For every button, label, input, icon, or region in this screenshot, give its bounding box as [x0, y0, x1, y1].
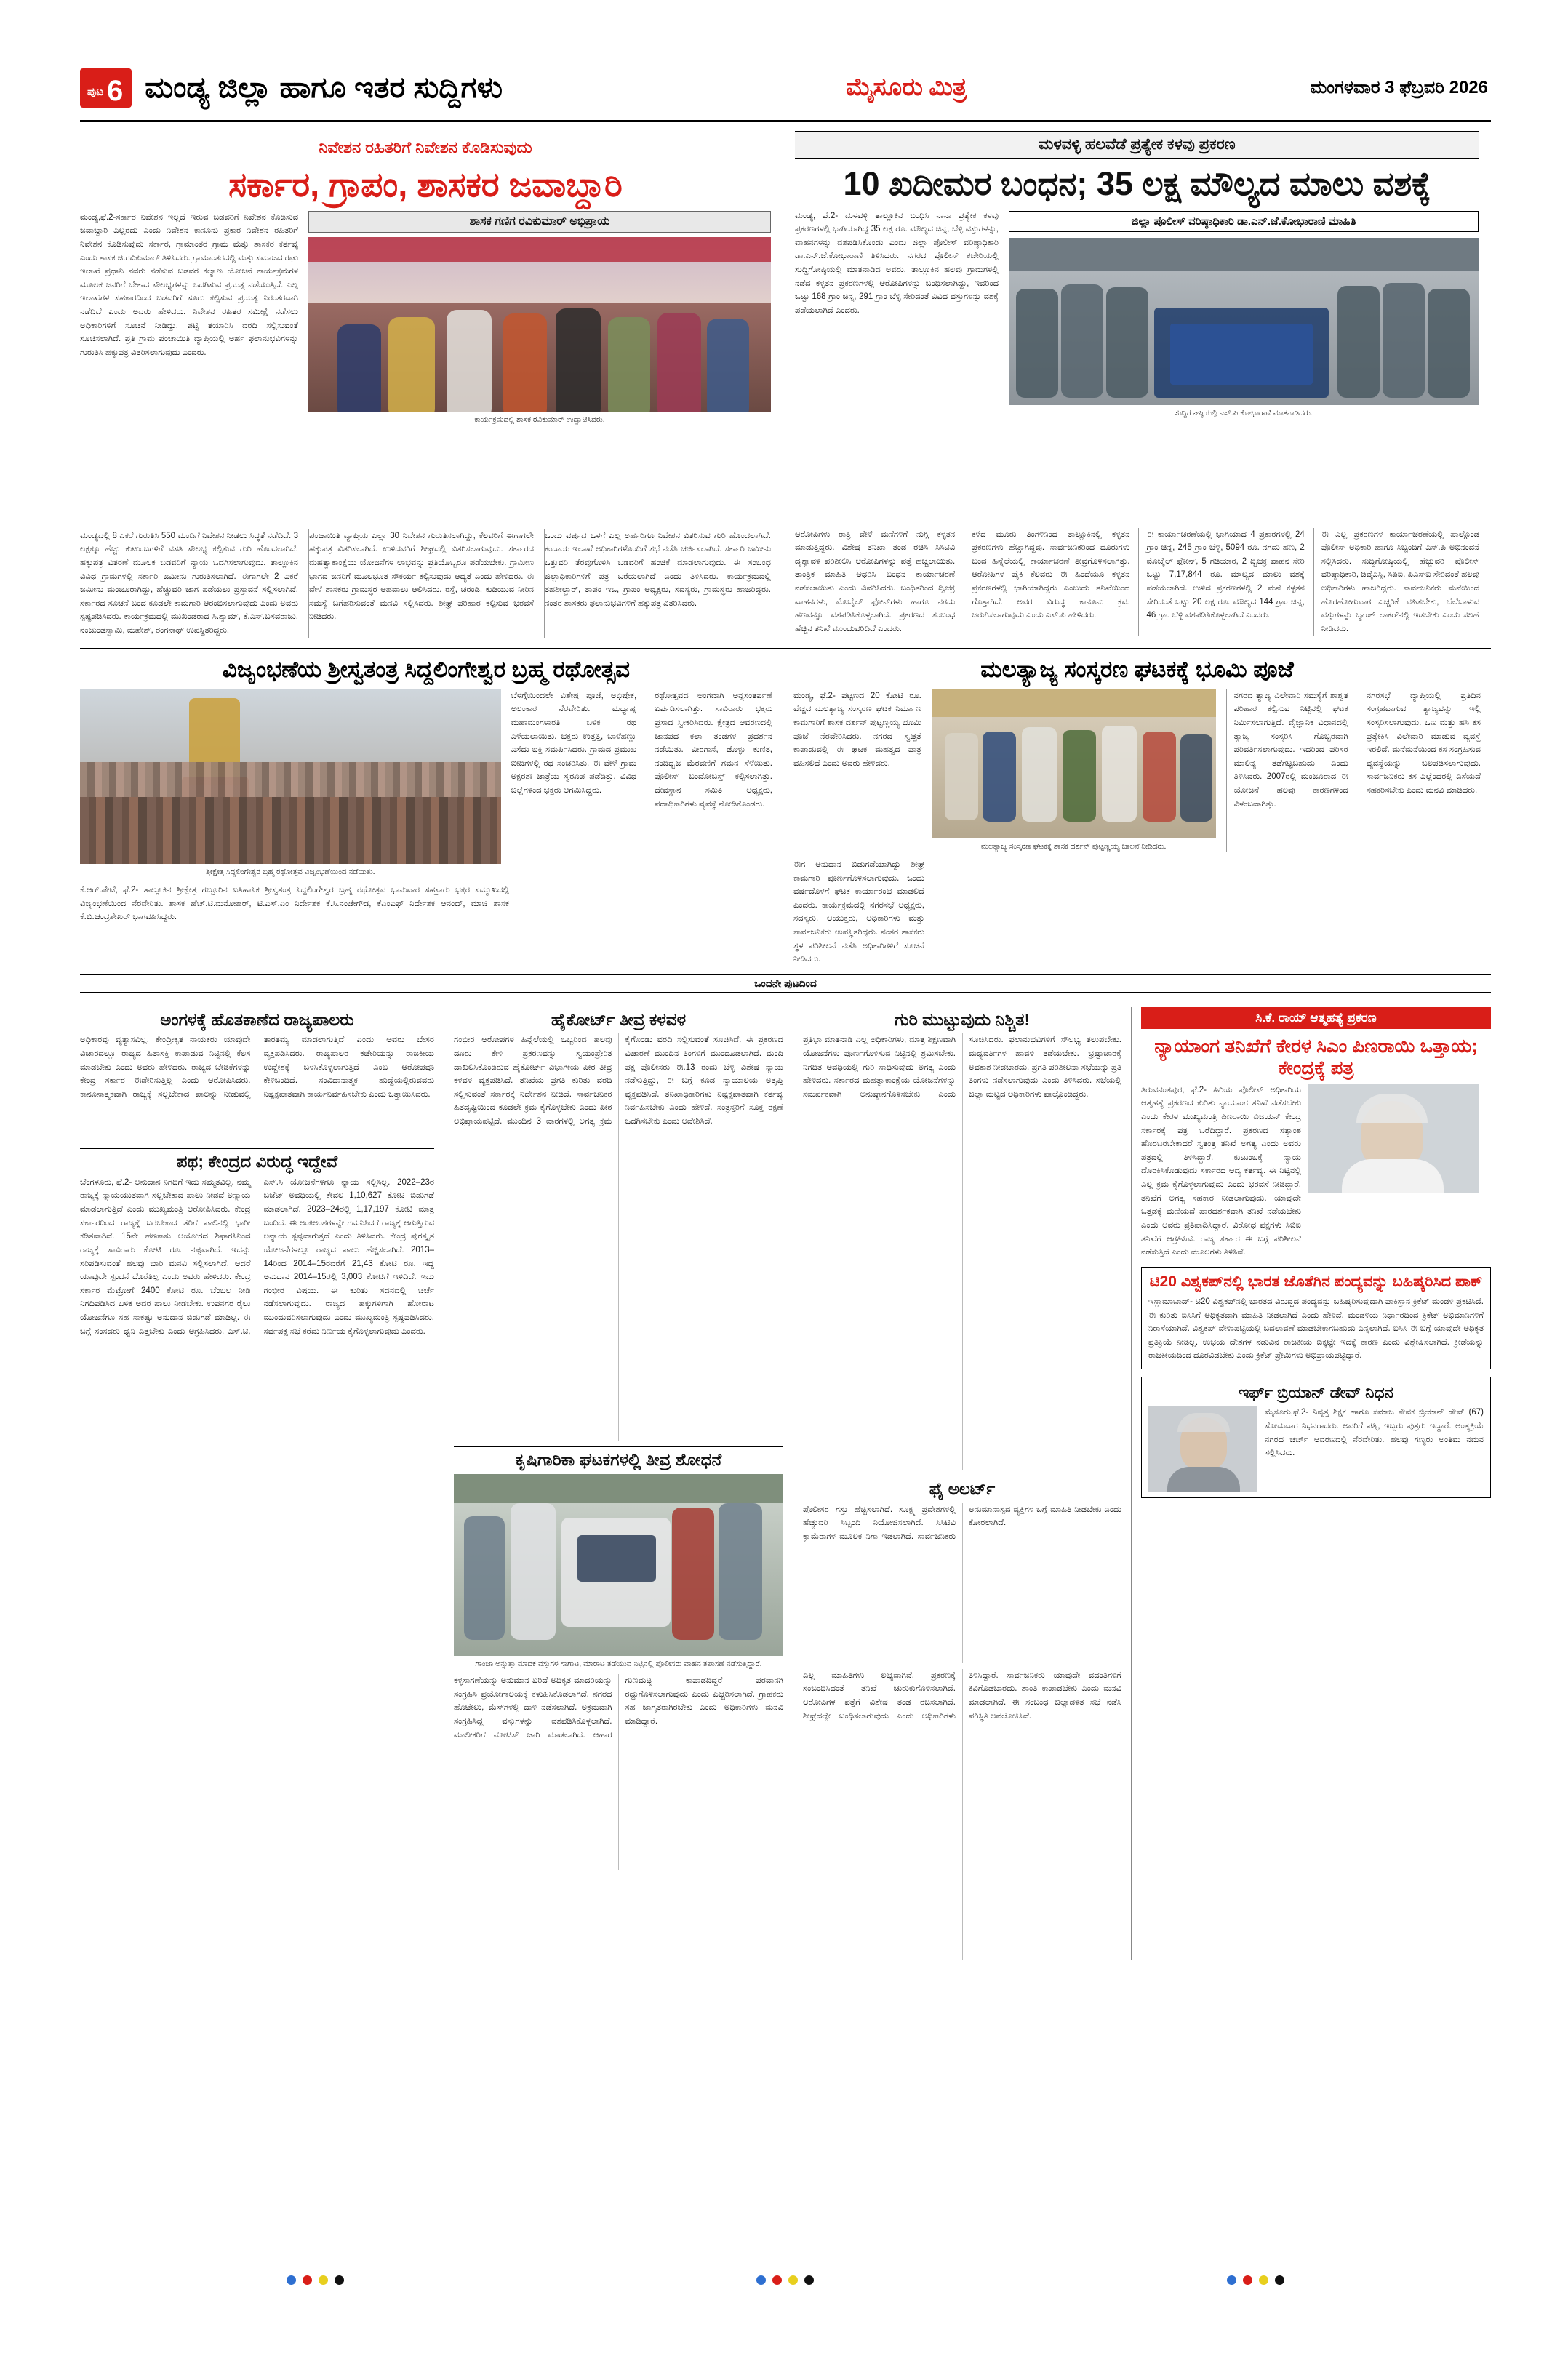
bottom-col3-text-3: ಎಲ್ಲ ಮಾಹಿತಿಗಳು ಲಭ್ಯವಾಗಿವೆ. ಪ್ರಕರಣಕ್ಕೆ ಸಂಬಂಧಿಸಿದಂತೆ ತನಿಖೆ ಚುರುಕುಗೊಳಿಸಲಾಗಿದೆ. ಆರೋಪಿಗಳ ಪತ್ತೆಗೆ ವಿಶೇಷ ತಂಡ ರಚಿಸಲಾಗಿದೆ. ಶೀಘ್ರದಲ್ಲೇ ಬಂಧಿಸಲಾಗುವುದು ಎಂದು ಅಧಿಕಾರಿಗಳು ತಿಳಿಸಿದ್ದಾರೆ. ಸಾರ್ವಜನಿಕರು ಯಾವುದೇ ವದಂತಿಗಳಿಗೆ ಕಿವಿಗೊಡಬಾರದು. ಶಾಂತಿ ಕಾಪಾಡಬೇಕು ಎಂದು ಮನವಿ ಮಾಡಲಾಗಿದೆ. ಈ ಸಂಬಂಧ ಜಿಲ್ಲಾಡಳಿತ ಸಭೆ ನಡೆಸಿ ಪರಿಸ್ಥಿತಿ ಅವಲೋಕಿಸಿದೆ.	[803, 1670, 1121, 1721]
bottom-col4-headline: ನ್ಯಾಯಾಂಗ ತನಿಖೆಗೆ ಕೇರಳ ಸಿಎಂ ಪಿಣರಾಯಿ ಒತ್ತಾಯ; ಕೇಂದ್ರಕ್ಕೆ ಪತ್ರ	[1154, 1034, 1478, 1078]
bottom-col4-headline-3: ಇರ್ಫ್ ಬ್ರಿಯಾನ್ ಡೇವ್ ನಿಧನ	[1239, 1383, 1393, 1402]
mid-col6: ಈಗ ಅನುದಾನ ಬಿಡುಗಡೆಯಾಗಿದ್ದು ಶೀಘ್ರ ಕಾಮಗಾರಿ ಪೂರ್ಣಗೊಳಿಸಲಾಗುವುದು. ಒಂದು ವರ್ಷದೊಳಗೆ ಘಟಕ ಕಾರ್ಯಾರಂಭ ಮಾಡಲಿದೆ ಎಂದರು. ಕಾರ್ಯಕ್ರಮದಲ್ಲಿ ನಗರಸಭೆ ಅಧ್ಯಕ್ಷರು, ಸದಸ್ಯರು, ಆಯುಕ್ತರು, ಅಧಿಕಾರಿಗಳು ಮತ್ತು ಸಾರ್ವಜನಿಕರು ಉಪಸ್ಥಿತರಿದ್ದರು. ನಂತರ ಶಾಸಕರು ಸ್ಥಳ ಪರಿಶೀಲನೆ ನಡೆಸಿ ಅಧಿಕಾರಿಗಳಿಗೆ ಸೂಚನೆ ನೀಡಿದರು.	[793, 860, 924, 964]
mid-left-headline: ವಿಜೃಂಭಣೆಯ ಶ್ರೀಸ್ವತಂತ್ರ ಸಿದ್ದಲಿಂಗೇಶ್ವರ ಬ್ರಹ್ಮ ರಥೋತ್ಸವ	[222, 656, 631, 682]
mid-story-right	[783, 657, 1491, 966]
mid-col7: ನಗರಸಭೆ ವ್ಯಾಪ್ತಿಯಲ್ಲಿ ಪ್ರತಿದಿನ ಸಂಗ್ರಹವಾಗುವ ತ್ಯಾಜ್ಯವನ್ನು ಇಲ್ಲಿ ಸಂಸ್ಕರಿಸಲಾಗುವುದು. ಒಣ ಮತ್ತು ಹಸಿ ಕಸ ಪ್ರತ್ಯೇಕಿಸಿ ವಿಲೇವಾರಿ ಮಾಡುವ ವ್ಯವಸ್ಥೆ ಇರಲಿದೆ. ಮನೆಮನೆಯಿಂದ ಕಸ ಸಂಗ್ರಹಿಸುವ ವ್ಯವಸ್ಥೆಯನ್ನು ಬಲಪಡಿಸಲಾಗುವುದು. ಸಾರ್ವಜನಿಕರು ಕಸ ಎಲ್ಲೆಂದರಲ್ಲಿ ಎಸೆಯದೆ ಸಹಕರಿಸಬೇಕು ಎಂದು ಮನವಿ ಮಾಡಿದರು.	[1359, 689, 1481, 852]
page-number: 6	[107, 74, 124, 107]
lead-left-col1: ಮಂಡ್ಯ,ಫೆ.2-ಸರ್ಕಾರ ನಿವೇಶನ ಇಲ್ಲದೆ ಇರುವ ಬಡವರಿಗೆ ನಿವೇಶನ ಕೊಡಿಸುವ ಜವಾಬ್ದಾರಿ ಎಲ್ಲರದು ಎಂದು ನಿವೇಶನ ಕಾನೂನು ಪ್ರಕಾರ ನಿವೇಶನ ರಹಿತರಿಗೆ ನಿವೇಶನ ಕೊಡಿಸುವುದು ಸರ್ಕಾರ, ಗ್ರಾಮಾಂತರ ಗ್ರಾಮ ಮತ್ತು ಶಾಸಕರ ಕರ್ತವ್ಯ ಎಂದು ಶಾಸಕ ಜಿ.ರವಿಕುಮಾರ್ ತಿಳಿಸಿದರು. ಗ್ರಾಮಾಂತರದಲ್ಲಿ ಮತ್ತು ಸಮಾಜದ ರಘು ಇಲಾಖೆ ಪ್ರಧಾನಿ ನವರು ನಡೆಸುವ ಬಡವರ ಕಲ್ಯಾಣ ಯೋಜನೆ ಕಾರ್ಯಕ್ರಮಗಳ ಮೂಲಕ ಜನರಿಗೆ ಬೇಕಾದ ಸೌಲಭ್ಯಗಳನ್ನು ಒದಗಿಸುವ ಪ್ರಯತ್ನ ನಡೆಯುತ್ತಿದೆ. ಎಲ್ಲ ಇಲಾಖೆಗಳ ಸಹಕಾರದಿಂದ ಬಡವರಿಗೆ ಸೂರು ಕಲ್ಪಿಸುವ ಪ್ರಯತ್ನ ನಿರಂತರವಾಗಿ ನಡೆದಿದೆ ಎಂದು ಅವರು ಹೇಳಿದರು. ನಿವೇಶನ ರಹಿತರ ಸಮೀಕ್ಷೆ ನಡೆಸಲು ಅಧಿಕಾರಿಗಳಿಗೆ ಸೂಚನೆ ನೀಡಿದ್ದು, ಪಟ್ಟಿ ತಯಾರಿಸಿ ವರದಿ ಸಲ್ಲಿಸುವಂತೆ ಸೂಚಿಸಲಾಗಿದೆ. ಪ್ರತಿ ಗ್ರಾಮ ಪಂಚಾಯಿತಿ ವ್ಯಾಪ್ತಿಯಲ್ಲಿ ಅರ್ಹ ಫಲಾನುಭವಿಗಳನ್ನು ಗುರುತಿಸಿ ಹಕ್ಕುಪತ್ರ ವಿತರಿಸಲಾಗುವುದು ಎಂದರು.	[80, 212, 298, 357]
lead-right-photo-caption: ಸುದ್ದಿಗೋಷ್ಠಿಯಲ್ಲಿ ಎಸ್.ಪಿ ಕೋಭಾರಾಣಿ ಮಾತನಾಡಿದರು.	[1175, 408, 1313, 417]
page-number-badge	[80, 68, 132, 108]
bottom-col4-text: ತಿರುವನಂತಪುರ, ಫೆ.2- ಹಿರಿಯ ಪೊಲೀಸ್ ಅಧಿಕಾರಿಯ ಆತ್ಮಹತ್ಯೆ ಪ್ರಕರಣದ ಕುರಿತು ನ್ಯಾಯಾಂಗ ತನಿಖೆ ನಡೆಸಬೇಕು ಎಂದು ಕೇರಳ ಮುಖ್ಯಮಂತ್ರಿ ಪಿಣರಾಯಿ ವಿಜಯನ್ ಕೇಂದ್ರ ಸರ್ಕಾರಕ್ಕೆ ಪತ್ರ ಬರೆದಿದ್ದಾರೆ. ಪ್ರಕರಣದ ಸತ್ಯಾಂಶ ಹೊರಬರಬೇಕಾದರೆ ಸ್ವತಂತ್ರ ತನಿಖೆ ಅಗತ್ಯ ಎಂದು ಅವರು ಪತ್ರದಲ್ಲಿ ತಿಳಿಸಿದ್ದಾರೆ. ಕುಟುಂಬಕ್ಕೆ ನ್ಯಾಯ ದೊರಕಿಸಿಕೊಡುವುದು ಸರ್ಕಾರದ ಆದ್ಯ ಕರ್ತವ್ಯ. ಈ ನಿಟ್ಟಿನಲ್ಲಿ ಎಲ್ಲ ಕ್ರಮ ಕೈಗೊಳ್ಳಲಾಗುವುದು ಎಂದು ಭರವಸೆ ನೀಡಿದ್ದಾರೆ. ತನಿಖೆಗೆ ಅಗತ್ಯ ಸಹಕಾರ ನೀಡಲಾಗುವುದು. ಯಾವುದೇ ಒತ್ತಡಕ್ಕೆ ಮಣಿಯದೆ ಪಾರದರ್ಶಕವಾಗಿ ತನಿಖೆ ನಡೆಯಬೇಕು ಎಂದು ಅವರು ಪ್ರತಿಪಾದಿಸಿದ್ದಾರೆ. ವಿರೋಧ ಪಕ್ಷಗಳು ಸಿಬಿಐ ತನಿಖೆಗೆ ಆಗ್ರಹಿಸಿವೆ. ರಾಜ್ಯ ಸರ್ಕಾರ ಈ ಬಗ್ಗೆ ಪರಿಶೀಲನೆ ನಡೆಸುತ್ತಿದೆ ಎಂದು ಮೂಲಗಳು ತಿಳಿಸಿವೆ.	[1141, 1085, 1301, 1257]
lead-right-col1: ಮಂಡ್ಯ, ಫೆ.2- ಮಳವಳ್ಳಿ ತಾಲ್ಲೂಕಿನ ಬಂಧಿಸಿ ನಾನಾ ಪ್ರತ್ಯೇಕ ಕಳವು ಪ್ರಕರಣಗಳಲ್ಲಿ ಭಾಗಿಯಾಗಿದ್ದ 35 ಲಕ್ಷ ರೂ. ಮೌಲ್ಯದ ಚಿನ್ನ, ಬೆಳ್ಳಿ ವಸ್ತುಗಳನ್ನು, ವಾಹನಗಳನ್ನು ವಶಪಡಿಸಿಕೊಂಡು ಎಂದು ಜಿಲ್ಲಾ ಪೊಲೀಸ್ ವರಿಷ್ಠಾಧಿಕಾರಿ ಡಾ.ಎನ್.ಜೆ.ಕೋಭಾರಾಣಿ ತಿಳಿಸಿದರು. ನಗರದ ಪೊಲೀಸ್ ಕಚೇರಿಯಲ್ಲಿ ಸುದ್ದಿಗೋಷ್ಠಿಯಲ್ಲಿ ಮಾತನಾಡಿದ ಅವರು, ತಾಲ್ಲೂಕಿನ ಹಲವು ಗ್ರಾಮಗಳಲ್ಲಿ ನಡೆದ ಕಳ್ಳತನ ಪ್ರಕರಣಗಳಲ್ಲಿ ಆರೋಪಿಗಳನ್ನು ಬಂಧಿಸಲಾಗಿದ್ದು, ಇವರಿಂದ ಒಟ್ಟು 168 ಗ್ರಾಂ ಚಿನ್ನ, 291 ಗ್ರಾಂ ಬೆಳ್ಳಿ ಸೇರಿದಂತೆ ವಿವಿಧ ವಸ್ತುಗಳನ್ನು ವಶಕ್ಕೆ ಪಡೆಯಲಾಗಿದೆ ಎಂದರು.	[795, 211, 999, 315]
issue-date: ಮಂಗಳವಾರ 3 ಫೆಬ್ರವರಿ 2026	[1310, 77, 1488, 97]
bottom-col3-text-2: ಪೊಲೀಸರ ಗಸ್ತು ಹೆಚ್ಚಿಸಲಾಗಿದೆ. ಸೂಕ್ಷ್ಮ ಪ್ರದೇಶಗಳಲ್ಲಿ ಹೆಚ್ಚುವರಿ ಸಿಬ್ಬಂದಿ ನಿಯೋಜಿಸಲಾಗಿದೆ. ಸಿಸಿಟಿವಿ ಕ್ಯಾಮೆರಾಗಳ ಮೂಲಕ ನಿಗಾ ಇಡಲಾಗಿದೆ. ಸಾರ್ವಜನಿಕರು ಅನುಮಾನಾಸ್ಪದ ವ್ಯಕ್ತಿಗಳ ಬಗ್ಗೆ ಮಾಹಿತಿ ನೀಡಬೇಕು ಎಂದು ಕೋರಲಾಗಿದೆ.	[803, 1505, 1121, 1542]
bottom-col-2	[444, 1007, 793, 1960]
bottom-col1-text-2: ಬೆಂಗಳೂರು, ಫೆ.2- ಅನುದಾನ ನಿಗದಿಗೆ ಇದು ಸಮ್ಮತವಿಲ್ಲ. ನಮ್ಮ ರಾಜ್ಯಕ್ಕೆ ನ್ಯಾಯಯುತವಾಗಿ ಸಲ್ಲಬೇಕಾದ ಪಾಲು ನೀಡದೆ ಅನ್ಯಾಯ ಮಾಡಲಾಗುತ್ತಿದೆ ಎಂದು ಮುಖ್ಯಮಂತ್ರಿ ಆರೋಪಿಸಿದರು. ಕೇಂದ್ರ ಸರ್ಕಾರದಿಂದ ರಾಜ್ಯಕ್ಕೆ ಬರಬೇಕಾದ ತೆರಿಗೆ ಪಾಲಿನಲ್ಲಿ ಭಾರೀ ಕಡಿತವಾಗಿದೆ. 15ನೇ ಹಣಕಾಸು ಆಯೋಗದ ಶಿಫಾರಸಿನಿಂದ ರಾಜ್ಯಕ್ಕೆ ಸಾವಿರಾರು ಕೋಟಿ ರೂ. ನಷ್ಟವಾಗಿದೆ. ಇದನ್ನು ಸರಿಪಡಿಸುವಂತೆ ಹಲವು ಬಾರಿ ಮನವಿ ಸಲ್ಲಿಸಲಾಗಿದೆ. ಆದರೆ ಯಾವುದೇ ಸ್ಪಂದನೆ ದೊರೆತಿಲ್ಲ ಎಂದು ಅವರು ಹೇಳಿದರು. ಕೇಂದ್ರ ಸರ್ಕಾರ ಮೆಟ್ರೋಗೆ 2400 ಕೋಟಿ ರೂ. ಬೆಂಬಲ ನೀಡಿ ನಿಗದಿಪಡಿಸಿದ ಬಳಿಕ ಅದರ ಪಾಲು ನೀಡಬೇಕು. ಉಪನಗರ ರೈಲು ಯೋಜನೆಗೂ ಸಹ ಸಾಕಷ್ಟು ಅನುದಾನ ಬಿಡುಗಡೆ ಮಾಡಿಲ್ಲ. ಈ ಬಗ್ಗೆ ಸಂಸದರು ಧ್ವನಿ ಎತ್ತಬೇಕು ಎಂದು ಆಗ್ರಹಿಸಿದರು. ಎಸ್.ಟಿ, ಎಸ್.ಸಿ ಯೋಜನೆಗಳಿಗೂ ನ್ಯಾಯ ಸಲ್ಲಿಸಿಲ್ಲ. 2022–23ರ ಬಜೆಟ್ ಅವಧಿಯಲ್ಲಿ ಕೇವಲ 1,10,627 ಕೋಟಿ ಬಿಡುಗಡೆ ಮಾಡಲಾಗಿದೆ. 2023–24ರಲ್ಲಿ 1,17,197 ಕೋಟಿ ಮಾತ್ರ ಬಂದಿದೆ. ಈ ಅಂಕಿಅಂಶಗಳನ್ನೇ ಗಮನಿಸಿದರೆ ರಾಜ್ಯಕ್ಕೆ ಆಗುತ್ತಿರುವ ಅನ್ಯಾಯ ಸ್ಪಷ್ಟವಾಗುತ್ತದೆ ಎಂದು ತಿಳಿಸಿದರು. ಕೇಂದ್ರ ಪುರಸ್ಕೃತ ಯೋಜನೆಗಳಲ್ಲೂ ರಾಜ್ಯದ ಪಾಲು ಹೆಚ್ಚಿಸಲಾಗಿದೆ. 2013–14ರಿಂದ 2014–15ರವರೆಗೆ 21,43 ಕೋಟಿ ರೂ. ಇದ್ದ ಅನುದಾನ 2014–15ರಲ್ಲಿ 3,003 ಕೋಟಿಗೆ ಇಳಿದಿದೆ. ಇದು ಗಂಭೀರ ವಿಷಯ. ಈ ಕುರಿತು ಸದನದಲ್ಲಿ ಚರ್ಚೆ ನಡೆಸಲಾಗುವುದು. ರಾಜ್ಯದ ಹಕ್ಕುಗಳಿಗಾಗಿ ಹೋರಾಟ ಮುಂದುವರಿಸಲಾಗುವುದು ಎಂದು ಮುಖ್ಯಮಂತ್ರಿ ಸ್ಪಷ್ಟಪಡಿಸಿದರು. ಸರ್ವಪಕ್ಷ ಸಭೆ ಕರೆದು ನಿರ್ಣಯ ಕೈಗೊಳ್ಳಲಾಗುವುದು ಎಂದರು.	[80, 1177, 434, 1336]
bottom-col2-photo-caption: ಗಾಂಜಾ ಅನ್ನುತ್ತಾ ಮಾದಕ ವಸ್ತುಗಳ ಸಾಗಾಟ, ಮಾರಾಟ ತಡೆಯುವ ನಿಟ್ಟಿನಲ್ಲಿ ಪೊಲೀಸರು ವಾಹನ ತಪಾಸಣೆ ನಡೆಸುತ್ತಿದ್ದಾರೆ.	[475, 1659, 762, 1668]
lead-right-col2: ಆರೋಪಿಗಳು ರಾತ್ರಿ ವೇಳೆ ಮನೆಗಳಿಗೆ ನುಗ್ಗಿ ಕಳ್ಳತನ ಮಾಡುತ್ತಿದ್ದರು. ವಿಶೇಷ ತನಿಖಾ ತಂಡ ರಚಿಸಿ ಸಿಸಿಟಿವಿ ದೃಶ್ಯಾವಳಿ ಪರಿಶೀಲಿಸಿ ಆರೋಪಿಗಳನ್ನು ಪತ್ತೆ ಹಚ್ಚಲಾಯಿತು. ತಾಂತ್ರಿಕ ಮಾಹಿತಿ ಆಧರಿಸಿ ಬಂಧನ ಕಾರ್ಯಾಚರಣೆ ನಡೆಸಲಾಯಿತು ಎಂದು ವಿವರಿಸಿದರು. ಬಂಧಿತರಿಂದ ದ್ವಿಚಕ್ರ ವಾಹನಗಳು, ಮೊಬೈಲ್ ಫೋನ್‌ಗಳು ಹಾಗೂ ನಗದು ಹಣವನ್ನೂ ವಶಪಡಿಸಿಕೊಳ್ಳಲಾಗಿದೆ. ಪ್ರಕರಣದ ಸಂಬಂಧ ಹೆಚ್ಚಿನ ತನಿಖೆ ಮುಂದುವರಿದಿದೆ ಎಂದರು.	[795, 529, 956, 633]
mid-col1: ಕೆ.ಆರ್.ಪೇಟೆ, ಫೆ.2- ತಾಲ್ಲೂಕಿನ ಶ್ರೀಕ್ಷೇತ್ರ ಗಬ್ಬೂರಿನ ಐತಿಹಾಸಿಕ ಶ್ರೀಸ್ವತಂತ್ರ ಸಿದ್ದಲಿಂಗೇಶ್ವರ ಬ್ರಹ್ಮ ರಥೋತ್ಸವ ಭಾನುವಾರ ಸಹಸ್ರಾರು ಭಕ್ತರ ಸಮ್ಮುಖದಲ್ಲಿ ವಿಜೃಂಭಣೆಯಿಂದ ನೆರವೇರಿತು. ಶಾಸಕ ಹೆಚ್.ಟಿ.ಮನೋಹರ್, ಟಿ.ಎಸ್.ಎಂ ನಿರ್ದೇಶಕ ಕೆ.ಸಿ.ನಂಜೇಗೌಡ, ಕೆಎಂಎಫ್ ನಿರ್ದೇಶಕ ಆನಂದ್, ಮಾಜಿ ಶಾಸಕ ಕೆ.ಬಿ.ಚಂದ್ರಶೇಖರ್ ಭಾಗವಹಿಸಿದ್ದರು.	[80, 885, 509, 922]
reg-dots-center	[756, 2275, 814, 2285]
suicide-case-badge: ಸಿ.ಕೆ. ರಾಯ್ ಆತ್ಮಹತ್ಯೆ ಪ್ರಕರಣ	[1141, 1007, 1491, 1029]
masthead	[80, 65, 1491, 122]
bottom-stories	[80, 1001, 1491, 1960]
lead-left-col3: ಪಂಚಾಯಿತಿ ವ್ಯಾಪ್ತಿಯ ಎಲ್ಲಾ 30 ನಿವೇಶನ ಗುರುತಿಸಲಾಗಿದ್ದು, ಕೆಲವರಿಗೆ ಈಗಾಗಲೇ ಹಕ್ಕುಪತ್ರ ವಿತರಿಸಲಾಗಿದೆ. ಉಳಿದವರಿಗೆ ಶೀಘ್ರದಲ್ಲಿ ವಿತರಿಸಲಾಗುವುದು. ಸರ್ಕಾರದ ಮಹತ್ವಾಕಾಂಕ್ಷೆಯ ಯೋಜನೆಗಳ ಲಾಭವನ್ನು ಪ್ರತಿಯೊಬ್ಬರೂ ಪಡೆಯಬೇಕು. ಗ್ರಾಮೀಣ ಭಾಗದ ಜನರಿಗೆ ಮೂಲಭೂತ ಸೌಕರ್ಯ ಕಲ್ಪಿಸುವುದು ಆದ್ಯತೆ ಎಂದು ಹೇಳಿದರು. ಈ ವೇಳೆ ಶಾಸಕರು ಗ್ರಾಮಸ್ಥರ ಅಹವಾಲು ಆಲಿಸಿದರು. ರಸ್ತೆ, ಚರಂಡಿ, ಕುಡಿಯುವ ನೀರಿನ ಸಮಸ್ಯೆ ಬಗೆಹರಿಸುವಂತೆ ಮನವಿ ಸಲ್ಲಿಸಿದರು. ಶೀಘ್ರ ಪರಿಹಾರ ಕಲ್ಪಿಸುವ ಭರವಸೆ ನೀಡಿದರು.	[308, 529, 534, 638]
bottom-col-1	[80, 1007, 444, 1960]
mid-col2: ಬೆಳಗ್ಗೆಯಿಂದಲೇ ವಿಶೇಷ ಪೂಜೆ, ಅಭಿಷೇಕ, ಅಲಂಕಾರ ನೆರವೇರಿತು. ಮಧ್ಯಾಹ್ನ ಮಹಾಮಂಗಳಾರತಿ ಬಳಿಕ ರಥ ಎಳೆಯಲಾಯಿತು. ಭಕ್ತರು ಉತ್ತತ್ತಿ, ಬಾಳೆಹಣ್ಣು ಎಸೆದು ಭಕ್ತಿ ಸಮರ್ಪಿಸಿದರು. ಗ್ರಾಮದ ಪ್ರಮುಖ ಬೀದಿಗಳಲ್ಲಿ ರಥ ಸಂಚರಿಸಿತು. ಈ ವೇಳೆ ಗ್ರಾಮ ಅಕ್ಷರಶಃ ಜಾತ್ರೆಯ ಸ್ವರೂಪ ಪಡೆದಿತ್ತು. ವಿವಿಧ ಜಿಲ್ಲೆಗಳಿಂದ ಭಕ್ತರು ಆಗಮಿಸಿದ್ದರು.	[511, 691, 637, 796]
bottom-col-4	[1131, 1007, 1491, 1960]
lead-right-col4: ಈ ಕಾರ್ಯಾಚರಣೆಯಲ್ಲಿ ಭಾಗಿಯಾದ 4 ಪ್ರಕಾರಗಳಲ್ಲಿ 24 ಗ್ರಾಂ ಚಿನ್ನ, 245 ಗ್ರಾಂ ಬೆಳ್ಳಿ, 5094 ರೂ. ನಗದು ಹಣ, 2 ಮೊಬೈಲ್ ಫೋನ್, 5 ಗಡಿಯಾರ, 2 ದ್ವಿಚಕ್ರ ವಾಹನ ಸೇರಿ ಒಟ್ಟು 7,17,844 ರೂ. ಮೌಲ್ಯದ ಮಾಲು ವಶಕ್ಕೆ ಪಡೆಯಲಾಗಿದೆ. ಉಳಿದ ಪ್ರಕರಣಗಳಲ್ಲಿ 2 ಮನೆ ಕಳ್ಳತನ ಸೇರಿದಂತೆ ಒಟ್ಟು 20 ಲಕ್ಷ ರೂ. ಮೌಲ್ಯದ 144 ಗ್ರಾಂ ಚಿನ್ನ, 46 ಗ್ರಾಂ ಬೆಳ್ಳಿ ವಶಪಡಿಸಿಕೊಳ್ಳಲಾಗಿದೆ ಎಂದರು.	[1138, 528, 1304, 636]
mid-col5: ನಗರದ ತ್ಯಾಜ್ಯ ವಿಲೇವಾರಿ ಸಮಸ್ಯೆಗೆ ಶಾಶ್ವತ ಪರಿಹಾರ ಕಲ್ಪಿಸುವ ನಿಟ್ಟಿನಲ್ಲಿ ಘಟಕ ನಿರ್ಮಿಸಲಾಗುತ್ತಿದೆ. ವೈಜ್ಞಾನಿಕ ವಿಧಾನದಲ್ಲಿ ತ್ಯಾಜ್ಯ ಸಂಸ್ಕರಿಸಿ ಗೊಬ್ಬರವಾಗಿ ಪರಿವರ್ತಿಸಲಾಗುವುದು. ಇದರಿಂದ ಪರಿಸರ ಮಾಲಿನ್ಯ ತಡೆಗಟ್ಟಬಹುದು ಎಂದು ತಿಳಿಸಿದರು. 2007ರಲ್ಲಿ ಮಂಜೂರಾದ ಈ ಯೋಜನೆ ಹಲವು ಕಾರಣಗಳಿಂದ ವಿಳಂಬವಾಗಿತ್ತು.	[1226, 689, 1348, 852]
lead-right-photo	[1009, 238, 1479, 405]
lead-left-col4: ಒಂದು ವರ್ಷದ ಒಳಗೆ ಎಲ್ಲ ಅರ್ಹರಿಗೂ ನಿವೇಶನ ವಿತರಿಸುವ ಗುರಿ ಹೊಂದಲಾಗಿದೆ. ಕಂದಾಯ ಇಲಾಖೆ ಅಧಿಕಾರಿಗಳೊಂದಿಗೆ ಸಭೆ ನಡೆಸಿ ಚರ್ಚಿಸಲಾಗಿದೆ. ಸರ್ಕಾರಿ ಜಮೀನು ಒತ್ತುವರಿ ತೆರವುಗೊಳಿಸಿ ಬಡವರಿಗೆ ಹಂಚಿಕೆ ಮಾಡಲಾಗುವುದು. ಈ ಸಂಬಂಧ ಜಿಲ್ಲಾಧಿಕಾರಿಗಳಿಗೆ ಪತ್ರ ಬರೆಯಲಾಗಿದೆ ಎಂದು ತಿಳಿಸಿದರು. ಕಾರ್ಯಕ್ರಮದಲ್ಲಿ ತಹಶೀಲ್ದಾರ್, ತಾಪಂ ಇಒ, ಗ್ರಾಪಂ ಅಧ್ಯಕ್ಷರು, ಸದಸ್ಯರು, ಗ್ರಾಮಸ್ಥರು ಹಾಜರಿದ್ದರು. ನಂತರ ಶಾಸಕರು ಫಲಾನುಭವಿಗಳಿಗೆ ಹಕ್ಕುಪತ್ರ ವಿತರಿಸಿದರು.	[544, 529, 771, 638]
bottom-col1-headline: ಅಂಗಳಕ್ಕೆ ಹೊತಕಾಣೆದ ರಾಜ್ಯಪಾಲರು	[160, 1009, 354, 1029]
paper-logo: ಮೈಸೂರು ಮಿತ್ರ	[846, 73, 967, 101]
section-title: ಮಂಡ್ಯ ಜಿಲ್ಲಾ ಹಾಗೂ ಇತರ ಸುದ್ದಿಗಳು	[145, 70, 503, 104]
mid-stories	[80, 648, 1491, 966]
bottom-col4-text-3: ಮೈಸೂರು,ಫೆ.2- ನಿವೃತ್ತ ಶಿಕ್ಷಕ ಹಾಗೂ ಸಮಾಜ ಸೇವಕ ಬ್ರಿಯಾನ್ ಡೇವ್ (67) ಸೋಮವಾರ ನಿಧನರಾದರು. ಅವರಿಗೆ ಪತ್ನಿ, ಇಬ್ಬರು ಪುತ್ರರು ಇದ್ದಾರೆ. ಅಂತ್ಯಕ್ರಿಯೆ ನಗರದ ಚರ್ಚ್ ಆವರಣದಲ್ಲಿ ನೆರವೇರಿತು. ಹಲವು ಗಣ್ಯರು ಅಂತಿಮ ನಮನ ಸಲ್ಲಿಸಿದರು.	[1265, 1408, 1484, 1458]
lead-left-photo-label: ಶಾಸಕ ಗಣಿಗ ರವಿಕುಮಾರ್ ಅಭಿಪ್ರಾಯ	[308, 211, 771, 233]
t20-story-box	[1141, 1267, 1491, 1369]
lead-left-col2: ಮಂಡ್ಯದಲ್ಲಿ 8 ಎಕರೆ ಗುರುತಿಸಿ 550 ಮಂದಿಗೆ ನಿವೇಶನ ನೀಡಲು ಸಿದ್ಧತೆ ನಡೆದಿದೆ. 3 ಲಕ್ಷಕ್ಕೂ ಹೆಚ್ಚು ಕುಟುಂಬಗಳಿಗೆ ವಸತಿ ಸೌಲಭ್ಯ ಕಲ್ಪಿಸುವ ಗುರಿ ಹೊಂದಲಾಗಿದೆ. ಹಕ್ಕುಪತ್ರ ವಿತರಣೆ ಮೂಲಕ ಬಡವರಿಗೆ ನ್ಯಾಯ ಒದಗಿಸಲಾಗುವುದು. ತಾಲ್ಲೂಕಿನ ವಿವಿಧ ಗ್ರಾಮಗಳಲ್ಲಿ ಸರ್ಕಾರಿ ಜಮೀನು ಗುರುತಿಸಲಾಗಿದೆ. ಈಗಾಗಲೇ 2 ಎಕರೆ ಜಮೀನು ಮಂಜೂರಾಗಿದ್ದು, ಹೆಚ್ಚುವರಿ ಜಾಗ ಪಡೆಯಲು ಪ್ರಸ್ತಾವನೆ ಸಲ್ಲಿಸಲಾಗಿದೆ. ಸರ್ಕಾರದ ಸೂಚನೆ ಬಂದ ಕೂಡಲೇ ಕಾಮಗಾರಿ ಆರಂಭಿಸಲಾಗುವುದು ಎಂದು ಅವರು ಸ್ಪಷ್ಟಪಡಿಸಿದರು. ಕಾರ್ಯಕ್ರಮದಲ್ಲಿ ಮುಖಂಡರಾದ ಸಿ.ಶ್ಯಾಮ್, ಕೆ.ಎಸ್.ಬಸವರಾಜು, ನಂಜುಂಡಸ್ವಾಮಿ, ಮಹೇಶ್, ರಂಗನಾಥ್ ಉಪಸ್ಥಿತರಿದ್ದರು.	[80, 531, 298, 636]
reg-dots-left	[287, 2275, 344, 2285]
mid-col4: ಮಂಡ್ಯ, ಫೆ.2- ಪಟ್ಟಣದ 20 ಕೋಟಿ ರೂ. ವೆಚ್ಚದ ಮಲತ್ಯಾಜ್ಯ ಸಂಸ್ಕರಣ ಘಟಕ ನಿರ್ಮಾಣ ಕಾಮಗಾರಿಗೆ ಶಾಸಕ ದರ್ಶನ್ ಪುಟ್ಟಣ್ಣಯ್ಯ ಭೂಮಿ ಪೂಜೆ ನೆರವೇರಿಸಿದರು. ನಗರದ ಸ್ವಚ್ಛತೆ ಕಾಪಾಡುವಲ್ಲಿ ಈ ಘಟಕ ಮಹತ್ವದ ಪಾತ್ರ ವಹಿಸಲಿದೆ ಎಂದು ಅವರು ಹೇಳಿದರು.	[793, 691, 921, 768]
mid-story-left	[80, 657, 783, 966]
mid-left-photo	[80, 689, 501, 864]
lead-right-headline: 10 ಖದೀಮರ ಬಂಧನ; 35 ಲಕ್ಷ ಮೌಲ್ಯದ ಮಾಲು ವಶಕ್ಕೆ	[843, 165, 1431, 202]
bottom-col3-headline-2: ಫೈ ಅಲರ್ಟ್	[803, 1476, 1121, 1502]
politician-portrait	[1308, 1084, 1479, 1193]
page-word-label: ಪುಟ	[87, 85, 104, 98]
lead-right-subbar: ಜಿಲ್ಲಾ ಪೊಲೀಸ್ ವರಿಷ್ಠಾಧಿಕಾರಿ ಡಾ.ಎನ್.ಜೆ.ಕೋಭಾರಾಣಿ ಮಾಹಿತಿ	[1009, 211, 1479, 232]
bottom-col3-headline: ಗುರಿ ಮುಟ್ಟುವುದು ನಿಶ್ಚಿತ!	[894, 1009, 1031, 1029]
bottom-col2-text: ಗಂಭೀರ ಆರೋಪಗಳ ಹಿನ್ನೆಲೆಯಲ್ಲಿ ಒಬ್ಬರಿಂದ ಹಲವು ದೂರು ಕೇಳಿ ಪ್ರಕರಣವನ್ನು ಸ್ವಯಂಪ್ರೇರಿತ ದಾಖಲಿಸಿಕೊಂಡಿರುವ ಹೈಕೋರ್ಟ್ ವಿಭಾಗೀಯ ಪೀಠ ತೀವ್ರ ಕಳವಳ ವ್ಯಕ್ತಪಡಿಸಿದೆ. ತನಿಖೆಯ ಪ್ರಗತಿ ಕುರಿತು ವರದಿ ಸಲ್ಲಿಸುವಂತೆ ಸರ್ಕಾರಕ್ಕೆ ನಿರ್ದೇಶನ ನೀಡಿದೆ. ಸಾರ್ವಜನಿಕರ ಹಿತದೃಷ್ಟಿಯಿಂದ ಕೂಡಲೇ ಕ್ರಮ ಕೈಗೊಳ್ಳಬೇಕು ಎಂದು ಪೀಠ ಅಭಿಪ್ರಾಯಪಟ್ಟಿದೆ. ಮುಂದಿನ 3 ವಾರಗಳಲ್ಲಿ ಅಗತ್ಯ ಕ್ರಮ ಕೈಗೊಂಡು ವರದಿ ಸಲ್ಲಿಸುವಂತೆ ಸೂಚಿಸಿದೆ. ಈ ಪ್ರಕರಣದ ವಿಚಾರಣೆ ಮುಂದಿನ ತಿಂಗಳಿಗೆ ಮುಂದೂಡಲಾಗಿದೆ. ಮಂದಿ ಪಕ್ಷ ಪೊಲೀಸರು ಈ.13 ರಂದು ಬೆಳ್ಳಿ ವಿಶೇಷ ನ್ಯಾಯ ನಡೆಸುತ್ತಿದ್ದು, ಈ ಬಗ್ಗೆ ಕೂಡ ನ್ಯಾಯಾಲಯ ಅತೃಪ್ತಿ ವ್ಯಕ್ತಪಡಿಸಿದೆ. ತನಿಖಾಧಿಕಾರಿಗಳು ನಿಷ್ಪಕ್ಷಪಾತವಾಗಿ ಕರ್ತವ್ಯ ನಿರ್ವಹಿಸಬೇಕು ಎಂದು ಹೇಳಿದೆ. ಸಂತ್ರಸ್ತರಿಗೆ ಸೂಕ್ತ ರಕ್ಷಣೆ ಒದಗಿಸಬೇಕು ಎಂದು ಆದೇಶಿಸಿದೆ.	[454, 1036, 783, 1126]
obituary-portrait	[1148, 1406, 1257, 1492]
lead-right-col5: ಈ ಎಲ್ಲ ಪ್ರಕರಣಗಳ ಕಾರ್ಯಾಚರಣೆಯಲ್ಲಿ ಪಾಲ್ಗೊಂಡ ಪೊಲೀಸ್ ಅಧಿಕಾರಿ ಹಾಗೂ ಸಿಬ್ಬಂದಿಗೆ ಎಸ್.ಪಿ ಅಭಿನಂದನೆ ಸಲ್ಲಿಸಿದರು. ಸುದ್ದಿಗೋಷ್ಠಿಯಲ್ಲಿ ಹೆಚ್ಚುವರಿ ಪೊಲೀಸ್ ವರಿಷ್ಠಾಧಿಕಾರಿ, ಡಿವೈಎಸ್ಪಿ, ಸಿಪಿಐ, ಪಿಎಸ್ಐ ಸೇರಿದಂತೆ ಹಲವು ಅಧಿಕಾರಿಗಳು ಹಾಜರಿದ್ದರು. ಸಾರ್ವಜನಿಕರು ಮನೆಯಿಂದ ಹೊರಹೋಗುವಾಗ ಎಚ್ಚರಿಕೆ ವಹಿಸಬೇಕು, ಬೆಲೆಬಾಳುವ ವಸ್ತುಗಳನ್ನು ಬ್ಯಾಂಕ್ ಲಾಕರ್‌ನಲ್ಲಿ ಇಡಬೇಕು ಎಂದು ಸಲಹೆ ನೀಡಿದರು.	[1313, 528, 1479, 636]
bottom-col2-headline-2: ಕೃಷಿಗಾರಿಕಾ ಘಟಕಗಳಲ್ಲಿ ತೀವ್ರ ಶೋಧನೆ	[454, 1446, 783, 1473]
mid-right-photo	[932, 689, 1216, 838]
bottom-col4-text-2: ಇಸ್ಲಾಮಾಬಾದ್- ಟಿ20 ವಿಶ್ವಕಪ್‌ನಲ್ಲಿ ಭಾರತದ ವಿರುದ್ಧದ ಪಂದ್ಯವನ್ನು ಬಹಿಷ್ಕರಿಸುವುದಾಗಿ ಪಾಕಿಸ್ತಾನ ಕ್ರಿಕೆಟ್ ಮಂಡಳಿ ಪ್ರಕಟಿಸಿದೆ. ಈ ಕುರಿತು ಐಸಿಸಿಗೆ ಅಧಿಕೃತವಾಗಿ ಮಾಹಿತಿ ನೀಡಲಾಗಿದೆ ಎಂದು ಹೇಳಿದೆ. ಮಂಡಳಿಯ ನಿರ್ಧಾರದಿಂದ ಕ್ರಿಕೆಟ್ ಅಭಿಮಾನಿಗಳಿಗೆ ನಿರಾಸೆಯಾಗಿದೆ. ವಿಶ್ವಕಪ್ ವೇಳಾಪಟ್ಟಿಯಲ್ಲಿ ಬದಲಾವಣೆ ಮಾಡಬೇಕಾಗಬಹುದು ಎನ್ನಲಾಗಿದೆ. ಐಸಿಸಿ ಈ ಬಗ್ಗೆ ಯಾವುದೇ ಅಧಿಕೃತ ಪ್ರತಿಕ್ರಿಯೆ ನೀಡಿಲ್ಲ. ಉಭಯ ದೇಶಗಳ ನಡುವಿನ ರಾಜಕೀಯ ಬಿಕ್ಕಟ್ಟೇ ಇದಕ್ಕೆ ಕಾರಣ ಎಂದು ವಿಶ್ಲೇಷಿಸಲಾಗಿದೆ. ಕ್ರೀಡೆಯನ್ನು ರಾಜಕೀಯದಿಂದ ದೂರವಿಡಬೇಕು ಎಂದು ಕ್ರಿಕೆಟ್ ಪ್ರೇಮಿಗಳು ಅಭಿಪ್ರಾಯಪಟ್ಟಿದ್ದಾರೆ.	[1148, 1297, 1484, 1361]
obituary-box	[1141, 1377, 1491, 1498]
bottom-col-3	[793, 1007, 1131, 1960]
lead-story-left	[80, 131, 783, 638]
bottom-col2-photo	[454, 1474, 783, 1656]
lead-story-right	[783, 131, 1479, 638]
mid-left-photo-caption: ಶ್ರೀಕ್ಷೇತ್ರ ಸಿದ್ದಲಿಂಗೇಶ್ವರ ಬ್ರಹ್ಮ ರಥೋತ್ಸವ ವಿಜೃಂಭಣೆಯಿಂದ ನಡೆಯಿತು.	[205, 867, 375, 876]
bottom-col3-text: ಪ್ರತಿಭಾ ಮಾತನಾಡಿ ಎಲ್ಲ ಅಧಿಕಾರಿಗಳು, ಮಾತ್ರ ಶಿಕ್ಷಣವಾಗಿ ಯೋಜನೆಗಳು ಪೂರ್ಣಗೊಳಿಸುವ ನಿಟ್ಟಿನಲ್ಲಿ ಶ್ರಮಿಸಬೇಕು. ನಿಗದಿತ ಅವಧಿಯಲ್ಲಿ ಗುರಿ ಸಾಧಿಸುವುದು ಅಗತ್ಯ ಎಂದು ಹೇಳಿದರು. ಸರ್ಕಾರದ ಮಹತ್ವಾಕಾಂಕ್ಷೆಯ ಯೋಜನೆಗಳನ್ನು ಸಮರ್ಪಕವಾಗಿ ಅನುಷ್ಠಾನಗೊಳಿಸಬೇಕು ಎಂದು ಸೂಚಿಸಿದರು. ಫಲಾನುಭವಿಗಳಿಗೆ ಸೌಲಭ್ಯ ತಲುಪಬೇಕು. ಮಧ್ಯವರ್ತಿಗಳ ಹಾವಳಿ ತಡೆಯಬೇಕು. ಭ್ರಷ್ಟಾಚಾರಕ್ಕೆ ಅವಕಾಶ ನೀಡಬಾರದು. ಪ್ರಗತಿ ಪರಿಶೀಲನಾ ಸಭೆಯನ್ನು ಪ್ರತಿ ತಿಂಗಳು ನಡೆಸಲಾಗುವುದು ಎಂದು ತಿಳಿಸಿದರು. ಸಭೆಯಲ್ಲಿ ಜಿಲ್ಲಾ ಮಟ್ಟದ ಅಧಿಕಾರಿಗಳು ಪಾಲ್ಗೊಂಡಿದ್ದರು.	[803, 1036, 1121, 1099]
continued-from-page-one-label: ಒಂದನೇ ಪುಟದಿಂದ	[80, 974, 1491, 993]
bottom-col2-headline: ಹೈಕೋರ್ಟ್ ತೀವ್ರ ಕಳವಳ	[551, 1009, 687, 1029]
bottom-col4-headline-2: ಟಿ20 ವಿಶ್ವಕಪ್‌ನಲ್ಲಿ ಭಾರತ ಜೊತೆಗಿನ ಪಂದ್ಯವನ್ನು ಬಹಿಷ್ಕರಿಸಿದ ಪಾಕ್	[1149, 1273, 1483, 1290]
lead-right-kicker: ಮಳವಳ್ಳಿ ಹಲವೆಡೆ ಪ್ರತ್ಯೇಕ ಕಳವು ಪ್ರಕರಣ	[795, 131, 1479, 159]
reg-dots-right	[1227, 2275, 1284, 2285]
lead-left-photo	[308, 237, 771, 412]
lead-right-col3: ಕಳೆದ ಮೂರು ತಿಂಗಳಿನಿಂದ ತಾಲ್ಲೂಕಿನಲ್ಲಿ ಕಳ್ಳತನ ಪ್ರಕರಣಗಳು ಹೆಚ್ಚಾಗಿದ್ದವು. ಸಾರ್ವಜನಿಕರಿಂದ ದೂರುಗಳು ಬಂದ ಹಿನ್ನೆಲೆಯಲ್ಲಿ ಕಾರ್ಯಾಚರಣೆ ತೀವ್ರಗೊಳಿಸಲಾಗಿತ್ತು. ಆರೋಪಿಗಳ ಪೈಕಿ ಕೆಲವರು ಈ ಹಿಂದೆಯೂ ಕಳ್ಳತನ ಪ್ರಕರಣಗಳಲ್ಲಿ ಭಾಗಿಯಾಗಿದ್ದರು ಎಂಬುದು ತನಿಖೆಯಿಂದ ಗೊತ್ತಾಗಿದೆ. ಅವರ ವಿರುದ್ಧ ಕಾನೂನು ಕ್ರಮ ಜರುಗಿಸಲಾಗುವುದು ಎಂದು ಎಸ್.ಪಿ ಹೇಳಿದರು.	[964, 528, 1129, 636]
lead-stories	[80, 131, 1491, 638]
mid-right-headline: ಮಲತ್ಯಾಜ್ಯ ಸಂಸ್ಕರಣ ಘಟಕಕ್ಕೆ ಭೂಮಿ ಪೂಜೆ	[980, 656, 1294, 682]
lead-left-headline: ಸರ್ಕಾರ, ಗ್ರಾಪಂ, ಶಾಸಕರ ಜವಾಬ್ದಾರಿ	[228, 165, 623, 204]
mid-col3: ರಥೋತ್ಸವದ ಅಂಗವಾಗಿ ಅನ್ನಸಂತರ್ಪಣೆ ಏರ್ಪಡಿಸಲಾಗಿತ್ತು. ಸಾವಿರಾರು ಭಕ್ತರು ಪ್ರಸಾದ ಸ್ವೀಕರಿಸಿದರು. ಕ್ಷೇತ್ರದ ಆವರಣದಲ್ಲಿ ಜಾನಪದ ಕಲಾ ತಂಡಗಳ ಪ್ರದರ್ಶನ ನಡೆಯಿತು. ವೀರಗಾಸೆ, ಡೊಳ್ಳು ಕುಣಿತ, ನಂದಿಧ್ವಜ ಮೆರವಣಿಗೆ ಗಮನ ಸೆಳೆಯಿತು. ಪೊಲೀಸ್ ಬಂದೋಬಸ್ತ್ ಕಲ್ಪಿಸಲಾಗಿತ್ತು. ದೇವಸ್ಥಾನ ಸಮಿತಿ ಅಧ್ಯಕ್ಷರು, ಪದಾಧಿಕಾರಿಗಳು ವ್ಯವಸ್ಥೆ ನೋಡಿಕೊಂಡರು.	[647, 689, 772, 878]
bottom-col2-text-2: ಕಳ್ಳಸಾಗಣೆಯನ್ನು ಅನುಮಾನ ಏರಿದೆ ಅಧಿಕೃತ ಮಾದರಿಯನ್ನು ಸಂಗ್ರಹಿಸಿ ಪ್ರಯೋಗಾಲಯಕ್ಕೆ ಕಳುಹಿಸಿಕೊಡಲಾಗಿದೆ. ನಗರದ ಹೊಟೇಲು, ಮೆಸ್‌ಗಳಲ್ಲಿ ದಾಳಿ ನಡೆಸಲಾಗಿದೆ. ಅಕ್ರಮವಾಗಿ ಸಂಗ್ರಹಿಸಿದ್ದ ವಸ್ತುಗಳನ್ನು ವಶಪಡಿಸಿಕೊಳ್ಳಲಾಗಿದೆ. ಮಾಲೀಕರಿಗೆ ನೋಟಿಸ್ ಜಾರಿ ಮಾಡಲಾಗಿದೆ. ಆಹಾರ ಗುಣಮಟ್ಟ ಕಾಪಾಡದಿದ್ದರೆ ಪರವಾನಗಿ ರದ್ದುಗೊಳಿಸಲಾಗುವುದು ಎಂದು ಎಚ್ಚರಿಸಲಾಗಿದೆ. ಗ್ರಾಹಕರು ಸಹ ಜಾಗೃತರಾಗಿರಬೇಕು ಎಂದು ಅಧಿಕಾರಿಗಳು ಮನವಿ ಮಾಡಿದ್ದಾರೆ.	[454, 1676, 783, 1740]
bottom-col1-text: ಅಧಿಕಾರವು ವ್ಯತ್ಯಾಸವಿಲ್ಲ. ಕೇಂದ್ರೀಕೃತ ನಾಯಕರು ಯಾವುದೇ ವಿಚಾರದಲ್ಲೂ ರಾಜ್ಯದ ಹಿತಾಸಕ್ತಿ ಕಾಪಾಡುವ ನಿಟ್ಟಿನಲ್ಲಿ ಕೆಲಸ ಮಾಡಬೇಕು ಎಂದು ಅವರು ಹೇಳಿದರು. ರಾಜ್ಯದ ಬೇಡಿಕೆಗಳನ್ನು ಕೇಂದ್ರ ಸರ್ಕಾರ ಈಡೇರಿಸುತ್ತಿಲ್ಲ ಎಂದು ಆರೋಪಿಸಿದರು. ಕಾನೂನಾತ್ಮಕವಾಗಿ ರಾಜ್ಯಕ್ಕೆ ಸಲ್ಲಬೇಕಾದ ಪಾಲನ್ನು ನೀಡುವಲ್ಲಿ ತಾರತಮ್ಯ ಮಾಡಲಾಗುತ್ತಿದೆ ಎಂದು ಅವರು ಬೇಸರ ವ್ಯಕ್ತಪಡಿಸಿದರು. ರಾಜ್ಯಪಾಲರ ಕಚೇರಿಯನ್ನು ರಾಜಕೀಯ ಉದ್ದೇಶಕ್ಕೆ ಬಳಸಿಕೊಳ್ಳಲಾಗುತ್ತಿದೆ ಎಂಬ ಆರೋಪವೂ ಕೇಳಿಬಂದಿದೆ. ಸಂವಿಧಾನಾತ್ಮಕ ಹುದ್ದೆಯಲ್ಲಿರುವವರು ನಿಷ್ಪಕ್ಷಪಾತವಾಗಿ ಕಾರ್ಯನಿರ್ವಹಿಸಬೇಕು ಎಂದು ಒತ್ತಾಯಿಸಿದರು.	[80, 1036, 434, 1099]
bottom-col1-headline-2: ಪಥ; ಕೇಂದ್ರದ ವಿರುದ್ಧ ಇದ್ದೇವೆ	[80, 1148, 434, 1175]
registration-marks	[80, 2275, 1491, 2285]
lead-left-photo-caption: ಕಾರ್ಯಕ್ರಮದಲ್ಲಿ ಶಾಸಕ ರವಿಕುಮಾರ್ ಉದ್ಘಾಟಿಸಿದರು.	[474, 415, 605, 424]
lead-left-kicker: ನಿವೇಶನ ರಹಿತರಿಗೆ ನಿವೇಶನ ಕೊಡಿಸುವುದು	[319, 138, 532, 156]
mid-right-photo-caption: ಮಲತ್ಯಾಜ್ಯ ಸಂಸ್ಕರಣ ಘಟಕಕ್ಕೆ ಶಾಸಕ ದರ್ಶನ್ ಪುಟ್ಟಣ್ಣಯ್ಯ ಚಾಲನೆ ನೀಡಿದರು.	[980, 841, 1167, 851]
